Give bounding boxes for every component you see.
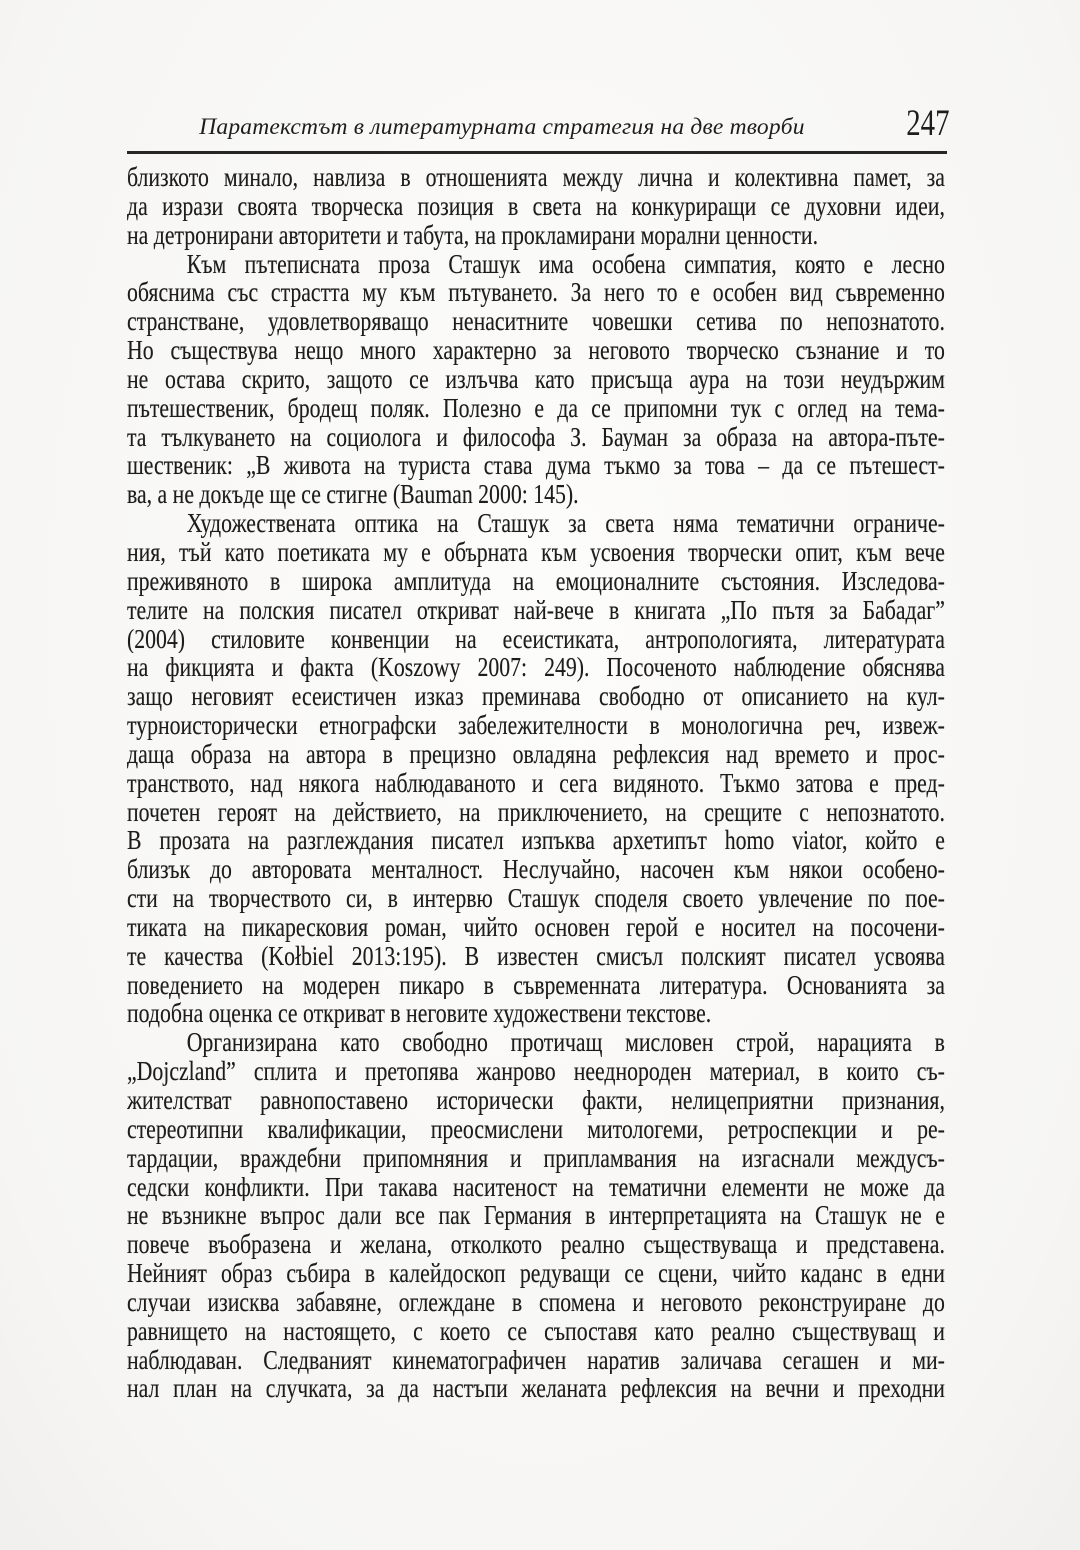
- text-line: Художествената оптика на Сташук за света няма тематични ограниче-: [186, 509, 945, 538]
- text-line: подобна оценка се откриват в неговите художествени текстове.: [127, 999, 712, 1029]
- text-line: не остава скрито, защото се излъчва като присъща аура на този неудържим: [127, 364, 945, 394]
- text-column: [127, 163, 945, 1403]
- text-line: пътешественик, бродещ поляк. Полезно е да се припомни тук с оглед на тема-: [127, 393, 945, 423]
- text-line: ния, тъй като поетиката му е обърната към усвоения творчески опит, към вече: [127, 537, 945, 567]
- text-line: (2004) стиловите конвенции на есеистиката, антропологията, литературата: [127, 624, 945, 654]
- text-line: почетен героят на действието, на приключението, на срещите с непознатото.: [127, 797, 945, 827]
- text-line: да изрази своята творческа позиция в света на конкуриращи се духовни идеи,: [127, 191, 945, 221]
- text-line: обяснима със страстта му към пътуването. За него то е особен вид съвременно: [127, 278, 945, 308]
- page-header: [127, 103, 947, 149]
- paragraph: [127, 1028, 945, 1403]
- text-line: стереотипни квалификации, преосмислени митологеми, ретроспекции и ре-: [127, 1114, 945, 1144]
- text-line: близък до авторовата менталност. Неслучайно, насочен към някои особено-: [127, 855, 945, 885]
- header-rule: [127, 151, 947, 154]
- text-line: повече въобразена и желана, отколкото реално съществуваща и представена.: [127, 1230, 945, 1260]
- text-line: нал план на случката, за да настъпи желаната рефлексия на вечни и преходни: [127, 1374, 945, 1404]
- text-line: ва, а не докъде ще се стигне (Bauman 2000: 145).: [127, 480, 579, 510]
- paragraph: [127, 163, 945, 250]
- text-line: странстване, удовлетворяващо ненаситните човешки сетива по непознатото.: [127, 307, 945, 337]
- text-line: защо неговият есеистичен изказ преминава свободно от описанието на кул-: [127, 682, 945, 712]
- text-line: тиката на пикаресковия роман, чийто основен герой е носител на посочени-: [127, 912, 945, 942]
- text-line: Организирана като свободно протичащ мисловен строй, нарацията в: [186, 1028, 945, 1058]
- text-line: Към пътеписната проза Сташук има особена симпатия, която е лесно: [186, 249, 945, 279]
- text-line: телите на полския писател откриват най-вече в книгата „По пътя за Бабадаг”: [127, 595, 945, 625]
- text-line: турноисторически етнографски забележителности в монологична реч, извеж-: [127, 711, 945, 740]
- text-line: наблюдаван. Следваният кинематографичен наратив заличава сегашен и ми-: [127, 1345, 945, 1375]
- text-line: случаи изисква забавяне, оглеждане в спомена и неговото реконструиране до: [127, 1287, 945, 1317]
- text-line: на детронирани авторитети и табута, на прокламирани морални ценности.: [127, 220, 819, 250]
- text-line: тардации, враждебни припомняния и припламвания на изгаснали междусъ-: [127, 1143, 945, 1173]
- text-line: поведението на модерен пикаро в съвременната литература. Основанията за: [127, 970, 945, 1000]
- text-line: даща образа на автора в прецизно овладяна рефлексия над времето и прос-: [127, 739, 945, 769]
- text-line: те качества (Kołbiel 2013:195). В известен смисъл полският писател усвоява: [127, 941, 945, 971]
- paragraph: [127, 509, 945, 1028]
- text-line: „Dojczland” сплита и претопява жанрово нееднороден материал, в които съ-: [127, 1057, 945, 1086]
- text-line: жителстват равнопоставено исторически факти, нелицеприятни признания,: [127, 1086, 945, 1115]
- text-line: В прозата на разглеждания писател изпъква архетипът homo viator, който е: [127, 826, 945, 856]
- text-line: шественик: „В живота на туриста става дума тъкмо за това – да се пътешест-: [127, 451, 945, 481]
- text-line: не възникне въпрос дали все пак Германия в интерпретацията на Сташук не е: [127, 1201, 945, 1231]
- text-line: та тълкуването на социолога и философа З. Бауман за образа на автора-пъте-: [127, 422, 945, 452]
- text-line: Нейният образ събира в калейдоскоп редуващи се сцени, чийто каданс в едни: [127, 1259, 945, 1288]
- running-title: Паратекстът в литературната стратегия на две творби: [199, 114, 805, 140]
- text-line: на фикцията и факта (Koszowy 2007: 249). Посоченото наблюдение обяснява: [127, 653, 945, 683]
- text-line: близкото минало, навлиза в отношенията между лична и колективна памет, за: [127, 163, 945, 192]
- page-number: 247: [905, 103, 949, 144]
- text-line: сти на творчеството си, в интервю Сташук споделя своето увлечение по пое-: [127, 884, 945, 913]
- text-line: транството, над някога наблюдаваното и сега видяното. Тъкмо затова е пред-: [127, 768, 945, 798]
- paragraph: [127, 250, 945, 510]
- text-line: седски конфликти. При такава наситеност на тематични елементи не може да: [127, 1172, 945, 1202]
- text-line: Но съществува нещо много характерно за неговото творческо съзнание и то: [127, 336, 945, 365]
- text-line: преживяното в широка амплитуда на емоционалните състояния. Изследова-: [127, 566, 945, 596]
- text-line: равнището на настоящето, с което се съпоставя като реално съществуващ и: [127, 1316, 945, 1346]
